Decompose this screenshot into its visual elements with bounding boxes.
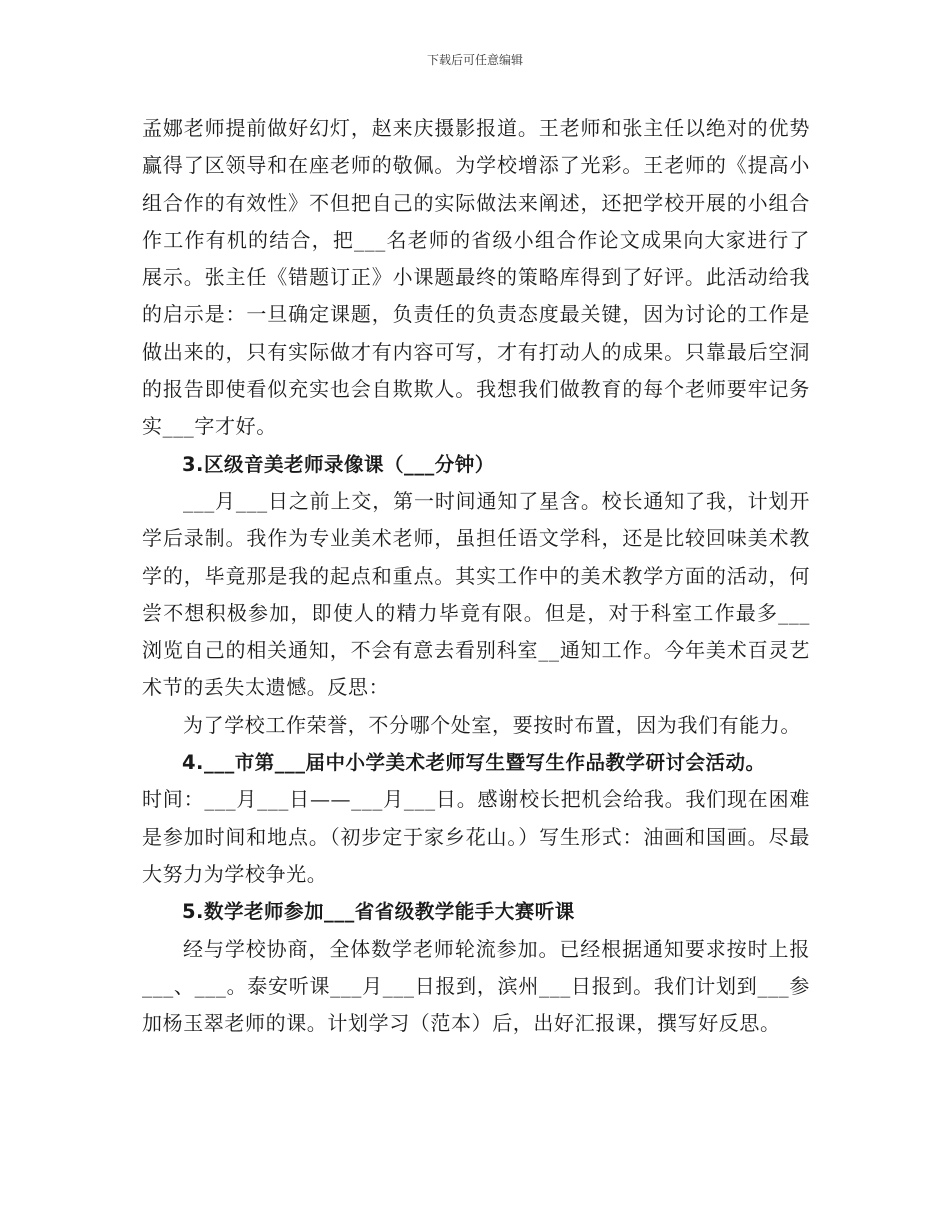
document-body: [142, 110, 810, 1042]
paragraph-section-3: ___月___日之前上交，第一时间通知了星含。校长通知了我，计划开学后录制。我作为专业美术老师，虽担任语文学科，还是比较回味美术教学的，毕竟那是我的起点和重点。其实工作中的美术教学方面的活动，何尝不想积极参加，即使人的精力毕竟有限。但是，对于科室工作最多___浏览自己的相关通知，不会有意去看别科室__通知工作。今年美术百灵艺术节的丢失太遗憾。反思：: [142, 488, 810, 700]
page-header: 下载后可任意编辑: [426, 53, 523, 67]
section-heading-3: 3.区级音美老师录像课（___分钟）: [181, 452, 495, 476]
paragraph-continued: 孟娜老师提前做好幻灯，赵来庆摄影报道。王老师和张主任以绝对的优势赢得了区领导和在座老师的敬佩。为学校增添了光彩。王老师的《提高小组合作的有效性》不但把自己的实际做法来阐述，还把学校开展的小组合作工作有机的结合，把___名老师的省级小组合作论文成果向大家进行了展示。张主任《错题订正》小课题最终的策略库得到了好评。此活动给我的启示是：一旦确定课题，负责任的负责态度最关键，因为讨论的工作是做出来的，只有实际做才有内容可写，才有打动人的成果。只靠最后空洞的报告即使看似充实也会自欺欺人。我想我们做教育的每个老师要牢记务实___字才好。: [142, 116, 810, 439]
paragraph-section-4: 时间：___月___日——___月___日。感谢校长把机会给我。我们现在困难是参加时间和地点。（初步定于家乡花山。）写生形式：油画和国画。尽最大努力为学校争光。: [142, 787, 810, 886]
section-heading-5: 5.数学老师参加___省省级教学能手大赛听课: [181, 900, 575, 924]
section-heading-4: 4.___市第___届中小学美术老师写生暨写生作品教学研讨会活动。: [181, 751, 766, 775]
paragraph-section-3-reflection: 为了学校工作荣誉，不分哪个处室，要按时布置，因为我们有能力。: [183, 712, 801, 737]
paragraph-section-5: 经与学校协商，全体数学老师轮流参加。已经根据通知要求按时上报___、___。泰安听课___月___日报到，滨州___日报到。我们计划到___参加杨玉翠老师的课。计划学习（范本）后，出好汇报课，撰写好反思。: [142, 936, 810, 1036]
